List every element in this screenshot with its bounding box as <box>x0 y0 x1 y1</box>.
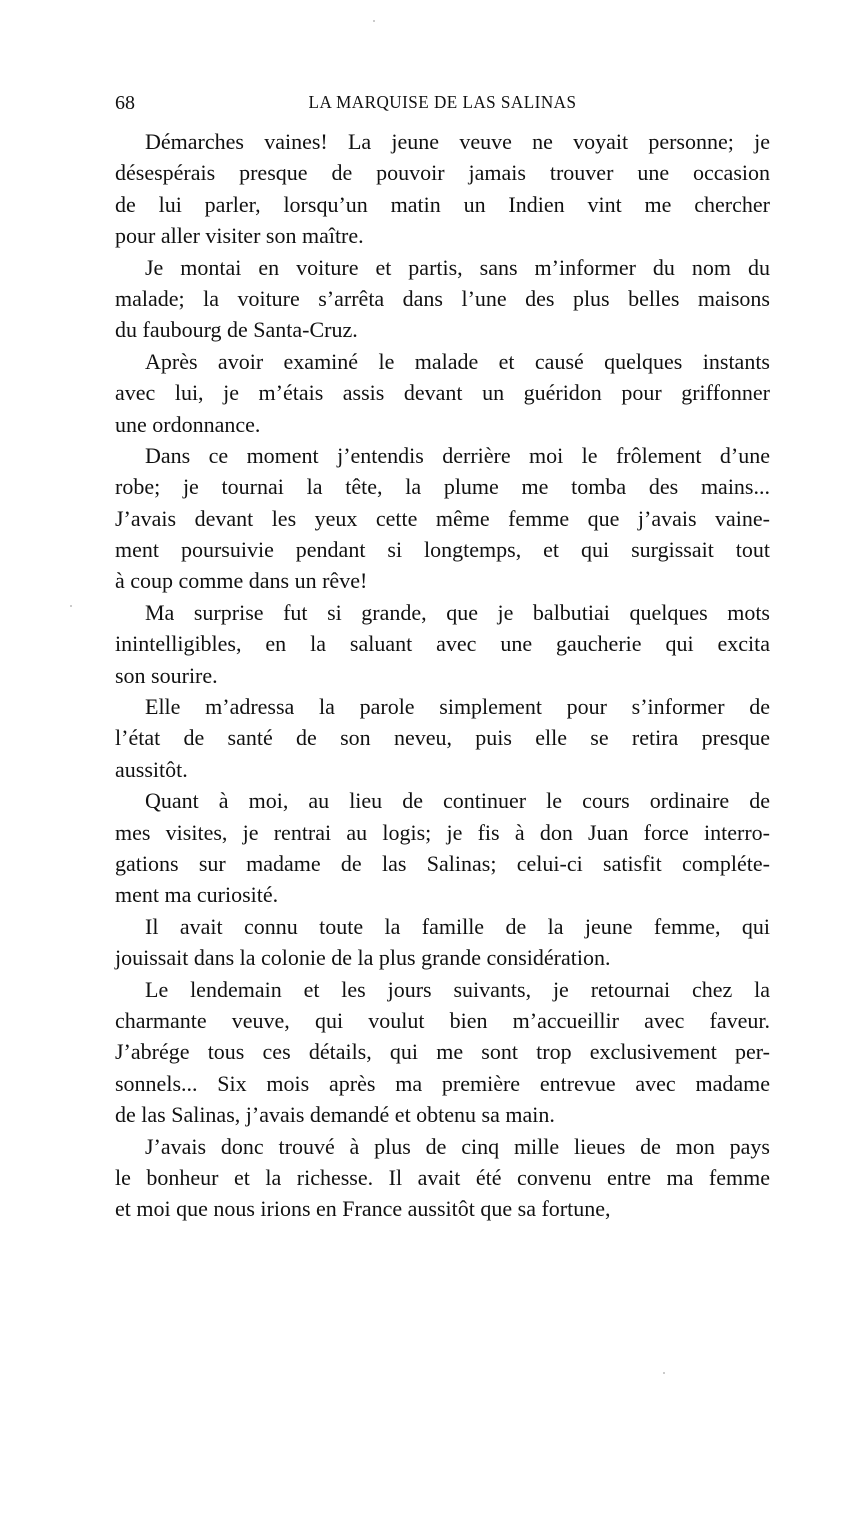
text-line: avec lui, je m’étais assis devant un guéridon pour griffonner <box>115 380 770 406</box>
text-line: le bonheur et la richesse. Il avait été convenu entre ma femme <box>115 1164 770 1190</box>
text-line: pour aller visiter son maître. <box>115 223 364 249</box>
paragraph <box>115 911 770 974</box>
text-line: Ma surprise fut si grande, que je balbutiai quelques mots <box>145 599 770 625</box>
text-line: à coup comme dans un rêve! <box>115 568 368 594</box>
text-line: charmante veuve, qui voulut bien m’accueillir avec faveur. <box>115 1007 770 1033</box>
paragraph <box>115 597 770 691</box>
text-line: ment ma curiosité. <box>115 882 279 908</box>
text-line: inintelligibles, en la saluant avec une gaucherie qui excita <box>115 631 770 657</box>
text-line: Elle m’adressa la parole simplement pour s’informer de <box>145 694 770 720</box>
text-line: sonnels... Six mois après ma première entrevue avec madame <box>115 1070 770 1096</box>
scan-speck <box>663 1372 665 1374</box>
text-line: du faubourg de Santa-Cruz. <box>115 317 358 343</box>
text-line: l’état de santé de son neveu, puis elle se retira presque <box>115 725 770 751</box>
text-line: Il avait connu toute la famille de la jeune femme, qui <box>145 913 770 939</box>
text-line: de lui parler, lorsqu’un matin un Indien vint me chercher <box>115 191 770 217</box>
text-line: Le lendemain et les jours suivants, je retournai chez la <box>145 976 770 1002</box>
paragraph <box>115 346 770 440</box>
text-line: J’abrége tous ces détails, qui me sont trop exclusivement per- <box>115 1039 770 1065</box>
page-header <box>115 92 770 118</box>
page-body <box>115 126 770 1225</box>
text-line: aussitôt. <box>115 756 188 782</box>
text-line: désespérais presque de pouvoir jamais trouver une occasion <box>115 160 770 186</box>
text-line: Je montai en voiture et partis, sans m’informer du nom du <box>145 254 770 280</box>
text-line: et moi que nous irions en France aussitôt que sa fortune, <box>115 1196 611 1222</box>
paragraph <box>115 785 770 911</box>
text-line: son sourire. <box>115 662 218 688</box>
text-line: gations sur madame de las Salinas; celui-ci satisfit compléte- <box>115 850 770 876</box>
text-line: mes visites, je rentrai au logis; je fis à don Juan force interro- <box>115 819 770 845</box>
scan-speck <box>373 20 375 22</box>
text-line: J’avais donc trouvé à plus de cinq mille lieues de mon pays <box>145 1133 770 1159</box>
text-line: ment poursuivie pendant si longtemps, et qui surgissait tout <box>115 537 770 563</box>
paragraph <box>115 440 770 597</box>
text-line: J’avais devant les yeux cette même femme que j’avais vaine- <box>115 505 770 531</box>
text-line: jouissait dans la colonie de la plus grande considération. <box>115 945 611 971</box>
text-line: Quant à moi, au lieu de continuer le cours ordinaire de <box>145 788 770 814</box>
text-line: Démarches vaines! La jeune veuve ne voyait personne; je <box>145 129 770 154</box>
paragraph <box>115 1131 770 1225</box>
running-title: LA MARQUISE DE LAS SALINAS <box>308 92 577 112</box>
text-line: malade; la voiture s’arrêta dans l’une des plus belles maisons <box>115 285 770 311</box>
paragraph <box>115 126 770 252</box>
text-line: une ordonnance. <box>115 411 261 437</box>
text-line: Dans ce moment j’entendis derrière moi le frôlement d’une <box>145 442 770 468</box>
paragraph <box>115 252 770 346</box>
text-line: de las Salinas, j’avais demandé et obtenu sa main. <box>115 1102 555 1128</box>
text-line: robe; je tournai la tête, la plume me tomba des mains... <box>115 474 770 500</box>
text-line: Après avoir examiné le malade et causé quelques instants <box>145 348 770 374</box>
scan-speck <box>70 605 72 607</box>
paragraph <box>115 691 770 785</box>
paragraph <box>115 974 770 1131</box>
page-number: 68 <box>115 92 135 114</box>
